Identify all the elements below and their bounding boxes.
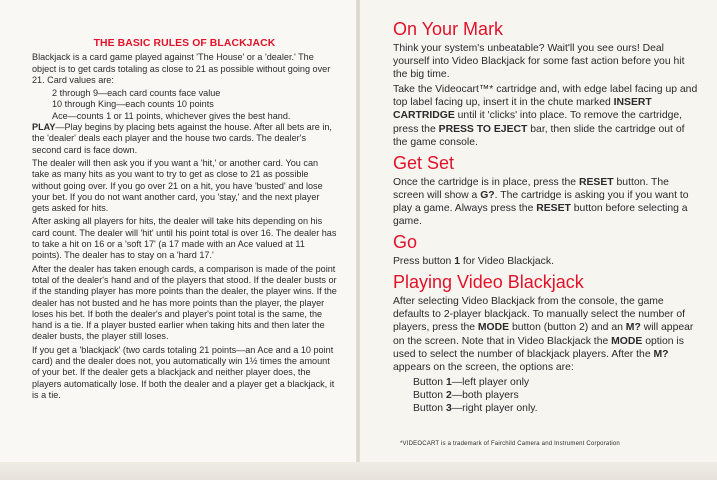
rules-intro: Blackjack is a card game played against 'The House' or a 'dealer.' The object is to get cards totaling as close to 21 as possible without going over 21. Card values are:: [32, 52, 331, 85]
section-on-your-mark: [393, 20, 698, 149]
trademark-footnote: *VIDEOCART is a trademark of Fairchild Camera and Instrument Corporation: [400, 441, 620, 447]
section-go: [393, 233, 698, 268]
rules-title: THE BASIC RULES OF BLACKJACK: [93, 38, 276, 49]
card-value-ace: Ace—counts 1 or 11 points, whichever gives the best hand.: [52, 110, 291, 121]
button-1-label: 1: [454, 256, 461, 268]
get-set-text: Once the cartridge is in place, press the RESET button. The screen will show a G?. The cartridge is asking you if you want to play a game. Always press the RESET button before selecting a game.: [393, 176, 689, 228]
m-prompt-label-2: M?: [653, 348, 669, 360]
page-bottom-edge: [0, 462, 717, 480]
reset-label: RESET: [578, 176, 614, 188]
rules-column: [32, 38, 337, 403]
section-playing: [393, 273, 698, 415]
instructions-column: [393, 20, 698, 420]
go-text: Press button 1 for Video Blackjack.: [393, 256, 554, 268]
section-get-set: [393, 154, 698, 228]
option-button-2: Button 2—both players: [413, 389, 519, 401]
option-button-3: Button 3—right player only.: [413, 402, 538, 414]
on-your-mark-insert: Take the Videocart™* cartridge and, with edge label facing up and top label facing up, insert it in the chute marked INSERT CARTRIDGE until it 'clicks' into place. To remove the cartridge, press the PRESS TO EJECT bar, then slide the cartridge out of the game console.: [393, 84, 698, 148]
play-text: —Play begins by placing bets against the house. After all bets are in, the 'dealer' deals each player and the house two cards. The dealer's second card is face down.: [32, 122, 332, 155]
card-value-10-king: 10 through King—each counts 10 points: [52, 99, 214, 110]
compare-paragraph: After the dealer has taken enough cards, a comparison is made of the point total of the dealer's hand and of the players that stood. If the dealer busts or if the standing player has more points than the dealer, the player wins. If the dealer has not busted and he has more points than the player, the player loses his bet. If both the dealer's and player's point total is the same, the hand is a tie. If a player busted earlier when taking hits and then later the dealer busts, the player still loses.: [32, 263, 337, 342]
card-value-2-9: 2 through 9—each card counts face value: [52, 88, 221, 99]
on-your-mark-intro: Think your system's unbeatable? Wait'll you see ours! Deal yourself into Video Blackjack for some fast action before you hit the big time.: [393, 43, 685, 81]
heading-on-your-mark: On Your Mark: [393, 19, 504, 39]
heading-go: Go: [393, 232, 418, 253]
mode-label: MODE: [477, 322, 510, 334]
g-prompt-label: G?: [480, 189, 495, 201]
mode-label-2: MODE: [611, 335, 643, 347]
hit-paragraph: The dealer will then ask you if you want a 'hit,' or another card. You can take as many hits as you want to try to get as close to 21 as possible without going over. If you go over 21 on a hit, you have 'busted' and lose your bet. If you do not want another card, you 'stay,' and the next player gets asked for hits.: [32, 157, 323, 214]
blackjack-paragraph: If you get a 'blackjack' (two cards totaling 21 points—an Ace and a 10 point card) and the dealer does not, you automatically win 1½ times the amount of your bet. If the dealer gets a blackjack and neither player does, the players automatically lose. If both the dealer and a player get a blackjack, it is a tie.: [32, 344, 335, 400]
insert-cartridge-label: INSERT CARTRIDGE: [393, 97, 652, 122]
press-to-eject-label: PRESS TO EJECT: [438, 123, 528, 135]
play-label: PLAY: [32, 122, 56, 133]
m-prompt-label: M?: [625, 322, 641, 334]
option-button-1: Button 1—left player only: [413, 376, 530, 388]
play-paragraph: [32, 122, 337, 156]
page-gutter: [356, 0, 360, 480]
heading-playing-video-blackjack: Playing Video Blackjack: [393, 272, 584, 293]
dealer-paragraph: After asking all players for hits, the dealer will take hits depending on his card count. The dealer will 'hit' until his point total is over 16. The dealer has to take a hit on 16 or a 'soft 17' (a 17 made with an Ace valued at 11 points). The dealer has to stay on a 'hard 17.': [32, 216, 337, 261]
playing-text: After selecting Video Blackjack from the console, the game defaults to 2-player blackjack. To manually select the number of players, press the MODE button (button 2) and an M? will appear on the screen. Note that in Video Blackjack the MODE option is used to select the number of blackjack players. After the M? appears on the screen, the options are:: [393, 296, 694, 373]
reset-label-2: RESET: [536, 202, 571, 214]
heading-get-set: Get Set: [393, 152, 455, 173]
